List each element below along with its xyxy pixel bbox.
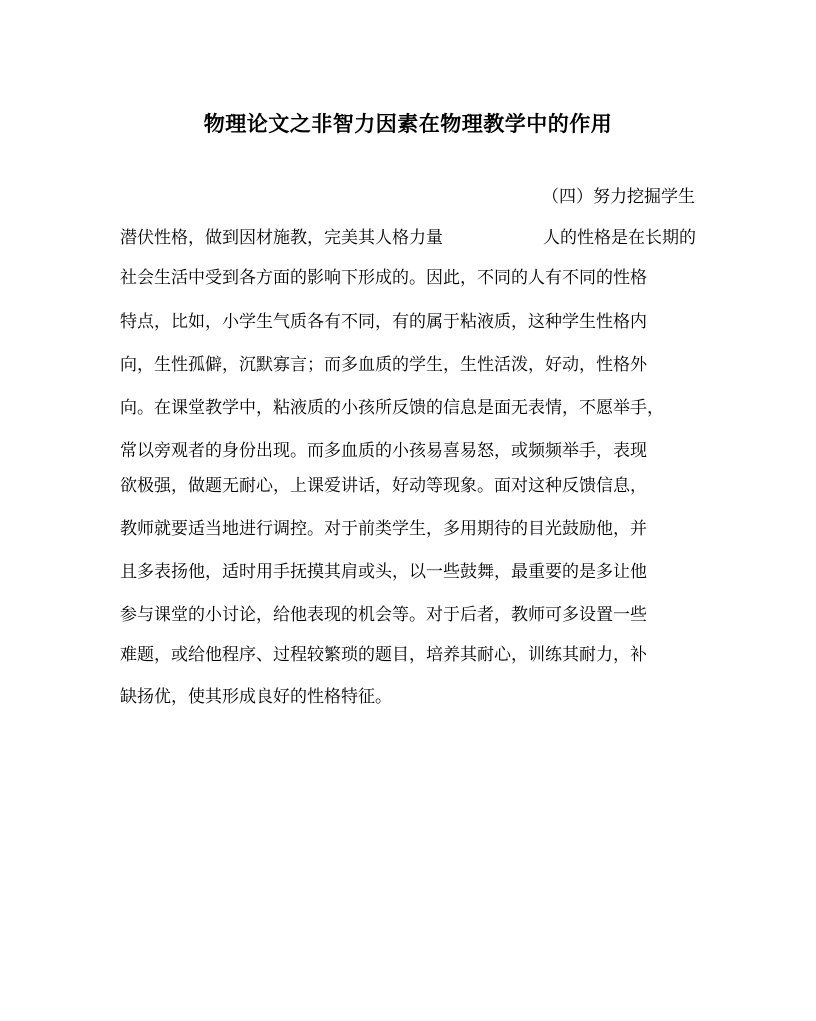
body-line: 且多表扬他，适时用手抚摸其肩或头，以一些鼓舞，最重要的是多让他: [120, 562, 647, 582]
body-line: 向。在课堂教学中，粘液质的小孩所反馈的信息是面无表情，不愿举手，: [120, 398, 664, 418]
body-line: 社会生活中受到各方面的影响下形成的。因此，不同的人有不同的性格: [120, 268, 647, 288]
body-line: 常以旁观者的身份出现。而多血质的小孩易喜易怒，或频频举手，表现: [120, 441, 647, 461]
body-line: 难题，或给他程序、过程较繁琐的题目，培养其耐心，训练其耐力，补: [120, 645, 647, 665]
body-line: 教师就要适当地进行调控。对于前类学生，多用期待的目光鼓励他，并: [120, 519, 647, 539]
body-line: 欲极强，做题无耐心，上课爱讲话，好动等现象。面对这种反馈信息，: [120, 476, 647, 496]
document-title: 物理论文之非智力因素在物理教学中的作用: [203, 111, 613, 136]
body-line-left: 潜伏性格，做到因材施教，完美其人格力量: [120, 228, 443, 248]
body-line: 缺扬优，使其形成良好的性格特征。: [120, 687, 392, 707]
section-heading: （四）努力挖掘学生: [542, 187, 695, 207]
body-line: [120, 226, 696, 250]
body-line: 向，生性孤僻，沉默寡言；而多血质的学生，生性活泼，好动，性格外: [120, 355, 647, 375]
body-line: 参与课堂的小讨论，给他表现的机会等。对于后者，教师可多设置一些: [120, 605, 647, 625]
body-line-right: 人的性格是在长期的: [543, 228, 696, 248]
body-line: 特点，比如，小学生气质各有不同，有的属于粘液质，这种学生性格内: [120, 312, 647, 332]
